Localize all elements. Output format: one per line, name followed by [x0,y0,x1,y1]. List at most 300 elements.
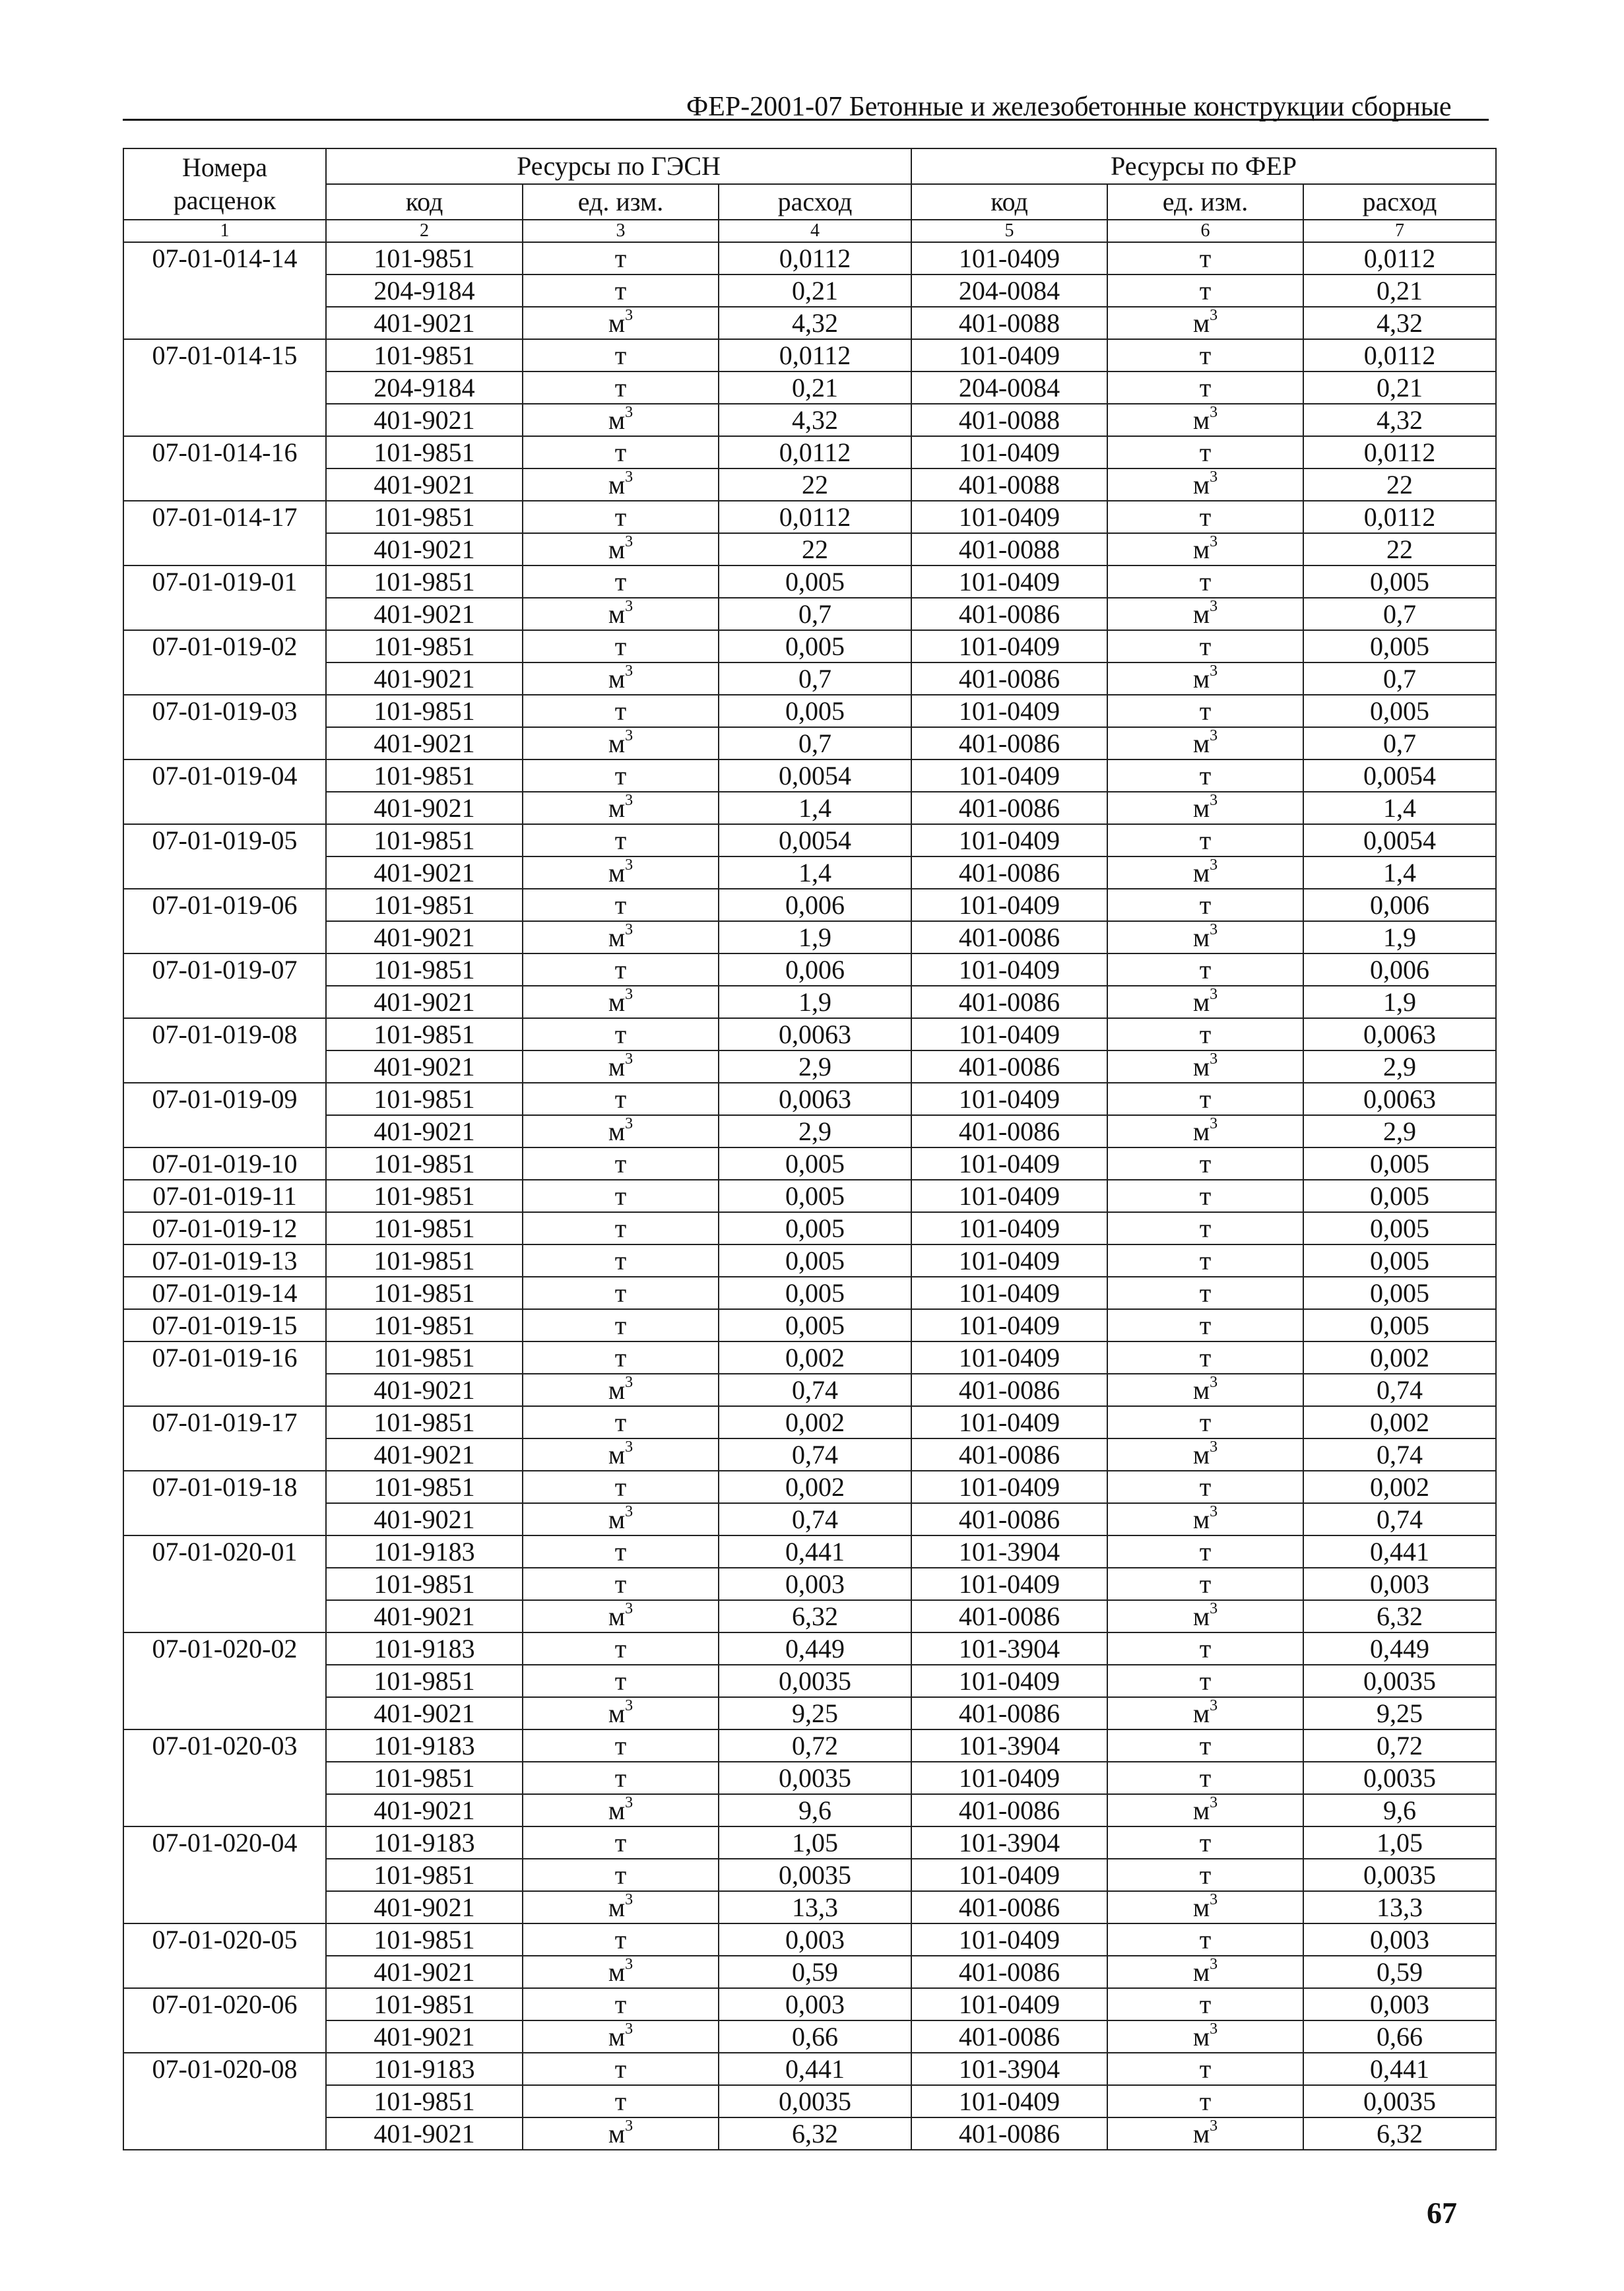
unit-exponent: 3 [1210,1115,1218,1132]
fer-unit-cell: т [1107,759,1303,792]
gesn-consumption-cell: 0,0035 [719,1762,911,1794]
gesn-unit-cell: т [523,1277,719,1309]
gesn-code-cell: 101-9851 [326,695,523,727]
fer-consumption-cell: 0,74 [1303,1374,1496,1406]
fer-code-cell: 401-0086 [911,2117,1107,2150]
fer-unit-cell: т [1107,1729,1303,1762]
table-row [123,501,1496,533]
fer-code-cell: 401-0086 [911,921,1107,953]
fer-group-header: Ресурсы по ФЕР [911,148,1496,184]
gesn-code-cell: 101-9851 [326,1309,523,1341]
gesn-consumption-cell: 0,0035 [719,1665,911,1697]
gesn-unit-cell: т [523,436,719,468]
unit-base: м [608,1892,626,1922]
unit-exponent: 3 [625,2117,633,2135]
gesn-consumption-cell: 13,3 [719,1891,911,1923]
gesn-consumption-cell: 0,005 [719,1147,911,1180]
unit-exponent: 3 [1210,792,1218,809]
page-header-title: ФЕР-2001-07 Бетонные и железобетонные конструкции сборные [686,92,1452,122]
unit-base: м [1192,1957,1210,1987]
unit-exponent: 3 [625,1891,633,1908]
fer-code-cell: 101-0409 [911,339,1107,371]
gesn-code-cell: 101-9183 [326,1535,523,1568]
gesn-consumption-cell: 1,4 [719,792,911,824]
gesn-consumption-cell: 0,005 [719,1277,911,1309]
fer-code-cell: 101-0409 [911,1212,1107,1244]
fer-unit-header: ед. изм. [1107,184,1303,220]
gesn-code-cell: 101-9851 [326,824,523,856]
rate-number-cell: 07-01-014-14 [123,242,326,339]
table-row [123,1762,1496,1794]
fer-unit-cell: т [1107,1988,1303,2020]
fer-code-cell: 101-0409 [911,1568,1107,1600]
gesn-unit-cell: т [523,1471,719,1503]
table-row [123,1438,1496,1471]
gesn-consumption-cell: 0,0035 [719,2085,911,2117]
fer-consumption-cell: 0,006 [1303,953,1496,986]
column-number: 5 [911,220,1107,242]
fer-code-cell: 101-0409 [911,1309,1107,1341]
gesn-consumption-cell: 1,4 [719,856,911,889]
gesn-consumption-cell: 0,0112 [719,436,911,468]
unit-base: м [608,1375,626,1405]
gesn-code-header: код [326,184,523,220]
unit-exponent: 3 [1210,1374,1218,1391]
fer-code-cell: 101-0409 [911,1859,1107,1891]
gesn-unit-cell: т [523,565,719,598]
fer-code-cell: 101-0409 [911,1244,1107,1277]
gesn-unit-cell [523,1697,719,1729]
gesn-consumption-cell: 6,32 [719,2117,911,2150]
unit-base: м [608,1440,626,1469]
unit-exponent: 3 [625,1374,633,1391]
fer-unit-cell [1107,1697,1303,1729]
gesn-consumption-cell: 0,0112 [719,242,911,274]
unit-base: м [1192,534,1210,564]
fer-consumption-cell: 0,21 [1303,274,1496,307]
fer-unit-cell: т [1107,501,1303,533]
gesn-consumption-cell: 0,74 [719,1374,911,1406]
gesn-consumption-cell: 0,002 [719,1341,911,1374]
gesn-code-cell: 401-9021 [326,1115,523,1147]
fer-consumption-header: расход [1303,184,1496,220]
gesn-consumption-cell: 0,21 [719,371,911,404]
fer-code-cell: 101-0409 [911,1341,1107,1374]
gesn-consumption-cell: 0,005 [719,565,911,598]
rate-number-cell: 07-01-020-03 [123,1729,326,1826]
unit-exponent: 3 [1210,856,1218,874]
fer-code-cell: 401-0088 [911,404,1107,436]
fer-unit-cell: т [1107,1309,1303,1341]
fer-consumption-cell: 0,0112 [1303,501,1496,533]
fer-unit-cell [1107,2020,1303,2053]
fer-consumption-cell: 0,0035 [1303,1859,1496,1891]
table-row [123,1891,1496,1923]
header-row-groups [123,148,1496,184]
fer-consumption-cell: 1,05 [1303,1826,1496,1859]
gesn-unit-cell: т [523,1212,719,1244]
fer-unit-cell: т [1107,889,1303,921]
fer-unit-cell [1107,662,1303,695]
gesn-consumption-cell: 0,005 [719,1244,911,1277]
table-row [123,1180,1496,1212]
gesn-unit-cell [523,598,719,630]
gesn-code-cell: 101-9183 [326,1729,523,1762]
fer-consumption-cell: 0,005 [1303,1309,1496,1341]
gesn-unit-cell: т [523,695,719,727]
fer-code-cell: 101-3904 [911,1826,1107,1859]
gesn-consumption-cell: 0,005 [719,1180,911,1212]
fer-unit-cell: т [1107,695,1303,727]
rate-number-cell: 07-01-019-10 [123,1147,326,1180]
fer-consumption-cell: 0,005 [1303,1212,1496,1244]
fer-code-cell: 401-0086 [911,1891,1107,1923]
gesn-consumption-cell: 0,006 [719,953,911,986]
rate-number-cell: 07-01-014-15 [123,339,326,436]
gesn-consumption-cell: 0,0054 [719,759,911,792]
column-number: 3 [523,220,719,242]
fer-code-cell: 401-0086 [911,1600,1107,1632]
fer-code-cell: 101-0409 [911,824,1107,856]
fer-code-cell: 101-3904 [911,1729,1107,1762]
unit-base: м [608,599,626,629]
gesn-unit-cell [523,1115,719,1147]
table-body [123,242,1496,2150]
fer-consumption-cell: 0,66 [1303,2020,1496,2053]
fer-unit-cell: т [1107,1406,1303,1438]
gesn-code-cell: 401-9021 [326,404,523,436]
gesn-consumption-cell: 0,003 [719,1568,911,1600]
gesn-consumption-cell: 0,0054 [719,824,911,856]
gesn-unit-cell [523,533,719,565]
gesn-code-cell: 101-9851 [326,1244,523,1277]
unit-exponent: 3 [625,1956,633,1973]
rate-number-cell: 07-01-019-07 [123,953,326,1018]
fer-code-cell: 401-0086 [911,1503,1107,1535]
gesn-code-cell: 401-9021 [326,2020,523,2053]
gesn-code-cell: 401-9021 [326,1503,523,1535]
fer-code-cell: 101-0409 [911,695,1107,727]
fer-code-cell: 401-0086 [911,598,1107,630]
unit-base: м [1192,1052,1210,1081]
rate-number-cell: 07-01-020-05 [123,1923,326,1988]
unit-exponent: 3 [1210,1600,1218,1617]
gesn-unit-cell: т [523,759,719,792]
gesn-unit-cell [523,1050,719,1083]
fer-code-cell: 101-0409 [911,1406,1107,1438]
table-row [123,1406,1496,1438]
gesn-unit-cell: т [523,1729,719,1762]
gesn-group-header: Ресурсы по ГЭСН [326,148,911,184]
fer-unit-cell [1107,533,1303,565]
unit-exponent: 3 [1210,1794,1218,1811]
gesn-code-cell: 401-9021 [326,598,523,630]
gesn-code-cell: 401-9021 [326,921,523,953]
gesn-consumption-cell: 4,32 [719,307,911,339]
unit-base: м [1192,405,1210,435]
unit-base: м [608,858,626,887]
fer-unit-cell [1107,404,1303,436]
gesn-code-cell: 401-9021 [326,986,523,1018]
table-row [123,1212,1496,1244]
gesn-consumption-cell: 0,006 [719,889,911,921]
unit-exponent: 3 [625,1600,633,1617]
gesn-code-cell: 101-9851 [326,630,523,662]
table-row [123,1988,1496,2020]
fer-consumption-cell: 0,0035 [1303,1665,1496,1697]
gesn-unit-cell: т [523,1406,719,1438]
gesn-code-cell: 101-9851 [326,1568,523,1600]
fer-unit-cell: т [1107,630,1303,662]
fer-consumption-cell: 0,002 [1303,1406,1496,1438]
fer-consumption-cell: 0,005 [1303,1277,1496,1309]
fer-code-cell: 401-0088 [911,533,1107,565]
fer-unit-cell: т [1107,1665,1303,1697]
gesn-consumption-cell: 0,005 [719,1212,911,1244]
gesn-consumption-cell: 0,59 [719,1956,911,1988]
gesn-code-cell: 401-9021 [326,1050,523,1083]
gesn-unit-cell: т [523,953,719,986]
fer-code-cell: 401-0086 [911,1438,1107,1471]
fer-code-cell: 101-0409 [911,2085,1107,2117]
fer-code-cell: 101-0409 [911,889,1107,921]
fer-unit-cell: т [1107,1147,1303,1180]
table-row [123,1794,1496,1826]
unit-exponent: 3 [625,468,633,486]
table-row [123,1632,1496,1665]
fer-unit-cell [1107,921,1303,953]
unit-base: м [608,470,626,500]
unit-base: м [1192,1892,1210,1922]
table-row [123,371,1496,404]
fer-code-cell: 101-0409 [911,1665,1107,1697]
unit-exponent: 3 [625,1115,633,1132]
gesn-consumption-cell: 0,003 [719,1988,911,2020]
resources-table [123,148,1497,2150]
rate-number-cell: 07-01-019-01 [123,565,326,630]
unit-base: м [1192,728,1210,758]
gesn-consumption-cell: 0,002 [719,1406,911,1438]
gesn-unit-cell: т [523,1923,719,1956]
gesn-code-cell: 401-9021 [326,1374,523,1406]
fer-code-cell: 101-0409 [911,1923,1107,1956]
gesn-consumption-cell: 0,441 [719,2053,911,2085]
gesn-unit-cell: т [523,339,719,371]
unit-exponent: 3 [625,921,633,938]
gesn-unit-cell: т [523,1859,719,1891]
gesn-consumption-cell: 22 [719,468,911,501]
gesn-unit-cell [523,856,719,889]
fer-consumption-cell: 0,7 [1303,598,1496,630]
fer-code-cell: 101-3904 [911,1535,1107,1568]
gesn-unit-cell: т [523,1147,719,1180]
fer-unit-cell: т [1107,1471,1303,1503]
rate-number-cell: 07-01-019-09 [123,1083,326,1147]
fer-consumption-cell: 0,21 [1303,371,1496,404]
table-row [123,1471,1496,1503]
fer-unit-cell [1107,598,1303,630]
unit-exponent: 3 [1210,468,1218,486]
table-row [123,1729,1496,1762]
fer-consumption-cell: 0,0063 [1303,1083,1496,1115]
gesn-unit-cell [523,792,719,824]
fer-code-cell: 101-0409 [911,1471,1107,1503]
fer-consumption-cell: 6,32 [1303,1600,1496,1632]
fer-code-cell: 101-0409 [911,501,1107,533]
fer-code-cell: 101-3904 [911,2053,1107,2085]
rate-number-cell: 07-01-020-04 [123,1826,326,1923]
fer-consumption-cell: 0,0112 [1303,242,1496,274]
unit-base: м [608,405,626,435]
fer-code-cell: 101-0409 [911,1083,1107,1115]
fer-consumption-cell: 0,006 [1303,889,1496,921]
unit-exponent: 3 [1210,986,1218,1003]
unit-exponent: 3 [625,792,633,809]
rate-number-cell: 07-01-014-16 [123,436,326,501]
fer-consumption-cell: 13,3 [1303,1891,1496,1923]
gesn-code-cell: 101-9851 [326,1859,523,1891]
unit-base: м [1192,2119,1210,2148]
fer-code-cell: 401-0086 [911,1697,1107,1729]
unit-exponent: 3 [1210,1050,1218,1068]
fer-consumption-cell: 0,441 [1303,1535,1496,1568]
fer-unit-cell [1107,307,1303,339]
fer-consumption-cell: 2,9 [1303,1115,1496,1147]
table-row [123,1083,1496,1115]
unit-base: м [1192,1504,1210,1534]
unit-base: м [1192,1795,1210,1825]
table-row [123,1859,1496,1891]
table-row [123,274,1496,307]
gesn-unit-cell [523,307,719,339]
fer-unit-cell [1107,792,1303,824]
rate-number-cell: 07-01-019-15 [123,1309,326,1341]
unit-base: м [608,1795,626,1825]
fer-unit-cell: т [1107,565,1303,598]
fer-unit-cell: т [1107,1632,1303,1665]
fer-unit-cell: т [1107,242,1303,274]
unit-exponent: 3 [625,1794,633,1811]
fer-unit-cell: т [1107,1535,1303,1568]
unit-base: м [608,534,626,564]
unit-base: м [1192,599,1210,629]
fer-consumption-cell: 0,449 [1303,1632,1496,1665]
fer-code-cell: 401-0086 [911,2020,1107,2053]
gesn-consumption-cell: 0,7 [719,598,911,630]
gesn-unit-cell [523,1891,719,1923]
fer-code-cell: 101-0409 [911,1277,1107,1309]
gesn-consumption-cell: 4,32 [719,404,911,436]
table-row [123,889,1496,921]
unit-base: м [1192,1116,1210,1146]
gesn-code-cell: 101-9183 [326,1632,523,1665]
fer-unit-cell: т [1107,339,1303,371]
fer-code-cell: 101-0409 [911,1147,1107,1180]
fer-consumption-cell: 0,0054 [1303,824,1496,856]
gesn-unit-cell: т [523,1244,719,1277]
rate-number-cell: 07-01-019-17 [123,1406,326,1471]
table-head [123,148,1496,242]
fer-code-cell: 101-0409 [911,1180,1107,1212]
column-number: 4 [719,220,911,242]
gesn-code-cell: 401-9021 [326,468,523,501]
gesn-unit-cell: т [523,1826,719,1859]
gesn-consumption-cell: 1,9 [719,986,911,1018]
gesn-consumption-cell: 0,441 [719,1535,911,1568]
fer-code-cell: 101-0409 [911,1988,1107,2020]
unit-base: м [1192,922,1210,952]
fer-unit-cell: т [1107,1244,1303,1277]
unit-base: м [1192,1375,1210,1405]
fer-code-cell: 401-0086 [911,792,1107,824]
gesn-consumption-cell: 0,66 [719,2020,911,2053]
unit-exponent: 3 [1210,1438,1218,1456]
gesn-code-cell: 101-9851 [326,953,523,986]
fer-code-cell: 101-0409 [911,759,1107,792]
gesn-code-cell: 101-9851 [326,339,523,371]
gesn-unit-cell: т [523,1762,719,1794]
fer-consumption-cell: 6,32 [1303,2117,1496,2150]
fer-unit-cell: т [1107,2053,1303,2085]
fer-consumption-cell: 0,0112 [1303,436,1496,468]
unit-base: м [608,1052,626,1081]
unit-base: м [1192,793,1210,823]
fer-consumption-cell: 0,7 [1303,662,1496,695]
fer-code-cell: 401-0088 [911,307,1107,339]
gesn-unit-cell [523,1600,719,1632]
fer-consumption-cell: 0,74 [1303,1438,1496,1471]
gesn-unit-cell: т [523,1341,719,1374]
table-row [123,2117,1496,2150]
table-row [123,533,1496,565]
gesn-unit-cell: т [523,1665,719,1697]
gesn-unit-cell: т [523,1018,719,1050]
fer-unit-cell [1107,1794,1303,1826]
table-row [123,598,1496,630]
gesn-code-cell: 401-9021 [326,1438,523,1471]
gesn-code-cell: 101-9851 [326,1277,523,1309]
header-rule [123,119,1489,121]
table-row [123,436,1496,468]
fer-code-cell: 204-0084 [911,274,1107,307]
fer-consumption-cell: 0,0035 [1303,2085,1496,2117]
table-row [123,953,1496,986]
gesn-unit-cell [523,727,719,759]
gesn-consumption-cell: 1,05 [719,1826,911,1859]
gesn-code-cell: 101-9851 [326,501,523,533]
unit-exponent: 3 [625,598,633,615]
gesn-consumption-cell: 6,32 [719,1600,911,1632]
table-row [123,1600,1496,1632]
fer-consumption-cell: 0,59 [1303,1956,1496,1988]
gesn-code-cell: 101-9851 [326,1406,523,1438]
table-row [123,1503,1496,1535]
gesn-code-cell: 204-9184 [326,274,523,307]
rate-number-cell: 07-01-019-16 [123,1341,326,1406]
fer-consumption-cell: 0,005 [1303,1180,1496,1212]
rate-number-cell: 07-01-019-18 [123,1471,326,1535]
table-row [123,2085,1496,2117]
unit-base: м [608,987,626,1017]
fer-unit-cell [1107,856,1303,889]
gesn-unit-cell: т [523,371,719,404]
fer-unit-cell: т [1107,1277,1303,1309]
gesn-unit-cell [523,1438,719,1471]
unit-base: м [608,1957,626,1987]
fer-code-cell: 401-0086 [911,1374,1107,1406]
table-row [123,921,1496,953]
fer-unit-cell [1107,1503,1303,1535]
